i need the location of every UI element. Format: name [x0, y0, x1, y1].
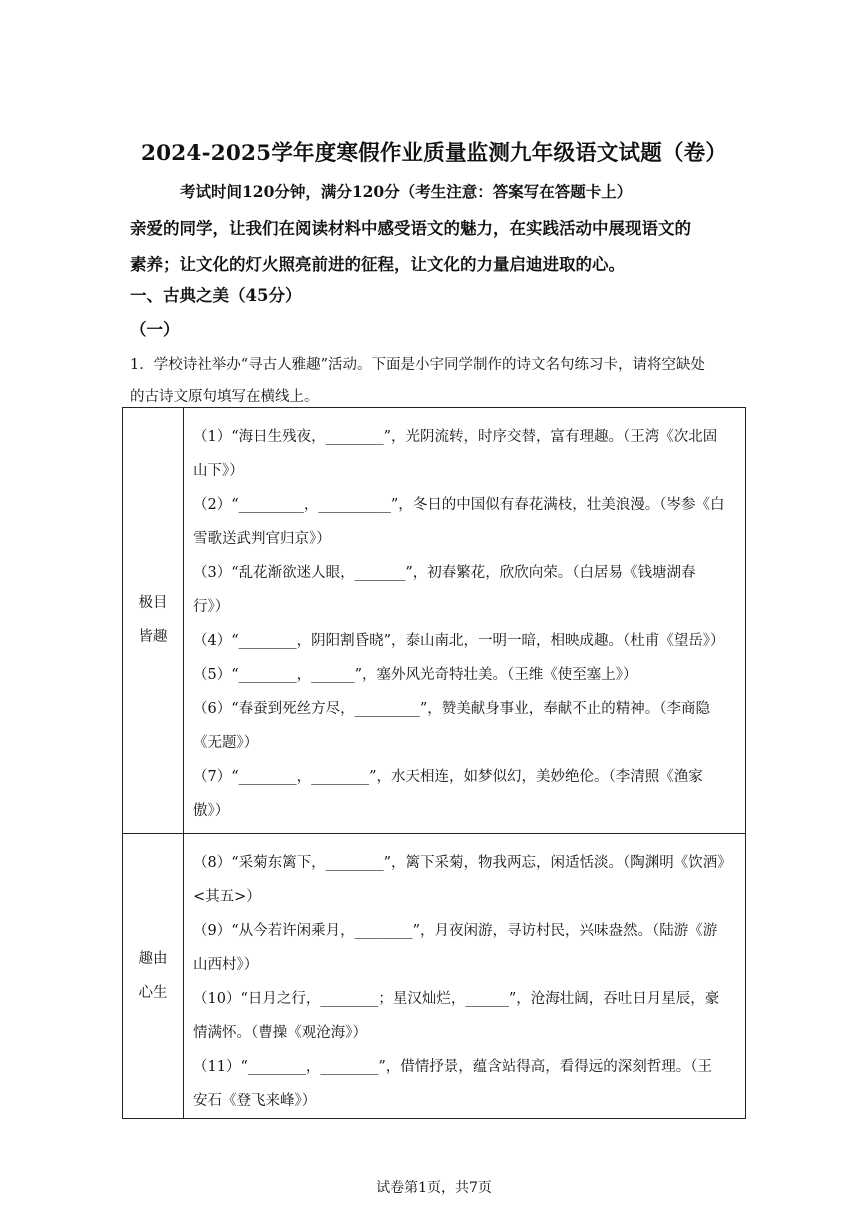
table-row	[123, 834, 745, 1119]
category-label	[123, 942, 183, 1010]
item-line: 傲》）	[193, 803, 230, 819]
page-footer: 试卷第1页，共7页	[376, 1180, 492, 1196]
item-line: <其五>）	[193, 889, 261, 905]
category-label-line: 趣由	[138, 951, 168, 967]
item-line: （3）“乱花渐欲迷人眼，_______”，初春繁花，欣欣向荣。（白居易《钱塘湖春	[193, 565, 696, 581]
item-line: 行》）	[193, 599, 230, 615]
intro-line: 素养；让文化的灯火照亮前进的征程，让文化的力量启迪进取的心。	[130, 255, 625, 274]
fill-in-items	[193, 420, 741, 828]
item-line: （8）“采菊东篱下，________”，篱下采菊，物我两忘，闲适恬淡。（陶渊明《饮酒》	[193, 855, 732, 871]
item-line: （6）“春蚕到死丝方尽，_________”，赞美献身事业，奉献不止的精神。（李商隐	[193, 701, 711, 717]
section-heading: 一、古典之美（45分）	[130, 286, 302, 305]
item-line: （9）“从今若许闲乘月，________”，月夜闲游，寻访村民，兴味盎然。（陆游《游	[193, 923, 718, 939]
category-label-line: 心生	[138, 985, 168, 1001]
item-line: 山西村》）	[193, 957, 259, 973]
item-line: 山下》）	[193, 463, 244, 479]
item-line: 《无题》）	[193, 735, 259, 751]
item-line: 情满怀。（曹操《观沧海》）	[193, 1025, 367, 1041]
table-row	[123, 408, 745, 834]
exam-instructions: 考试时间120分钟，满分120分（考生注意：答案写在答题卡上）	[180, 182, 633, 201]
item-line: （5）“________，______”，塞外风光奇特壮美。（王维《使至塞上》）	[193, 667, 638, 683]
category-label	[123, 586, 183, 654]
item-line: （11）“________，________”，借情抒景，蕴含站得高，看得远的深刻哲理。（王	[193, 1059, 713, 1075]
item-line: （4）“________，阴阳割昏晓”，泰山南北，一明一暗，相映成趣。（杜甫《望岳》）	[193, 633, 725, 649]
item-line: （2）“_________，__________”，冬日的中国似有春花满枝，壮美浪漫。（岑参《白	[193, 497, 725, 513]
item-line: （10）“日月之行，________；星汉灿烂，______”，沧海壮阔，吞吐日月星辰，豪	[193, 991, 720, 1007]
item-line: 安石《登飞来峰》）	[193, 1093, 317, 1109]
question-1-prompt	[130, 349, 750, 413]
category-cell	[123, 834, 184, 1119]
question-line: 的古诗文原句填写在横线上。	[130, 389, 319, 405]
exam-title: 2024-2025学年度寒假作业质量监测九年级语文试题（卷）	[140, 141, 728, 166]
category-label-line: 皆趣	[138, 629, 168, 645]
fill-in-items	[193, 846, 741, 1118]
intro-line: 亲爱的同学，让我们在阅读材料中感受语文的魅力，在实践活动中展现语文的	[130, 219, 691, 238]
intro-paragraph	[130, 211, 750, 283]
question-line: 1．学校诗社举办“寻古人雅趣”活动。下面是小宇同学制作的诗文名句练习卡，请将空缺处	[130, 357, 706, 373]
subsection-heading: （一）	[130, 320, 180, 339]
item-line: （7）“________，________”，水天相连，如梦似幻，美妙绝伦。（李清照《渔家	[193, 769, 703, 785]
practice-card-table	[122, 407, 746, 1119]
category-cell	[123, 408, 184, 833]
category-label-line: 极目	[138, 595, 168, 611]
item-line: 雪歌送武判官归京》）	[193, 531, 331, 547]
item-line: （1）“海日生残夜，________”，光阴流转，时序交替，富有理趣。（王湾《次北固	[193, 429, 718, 445]
